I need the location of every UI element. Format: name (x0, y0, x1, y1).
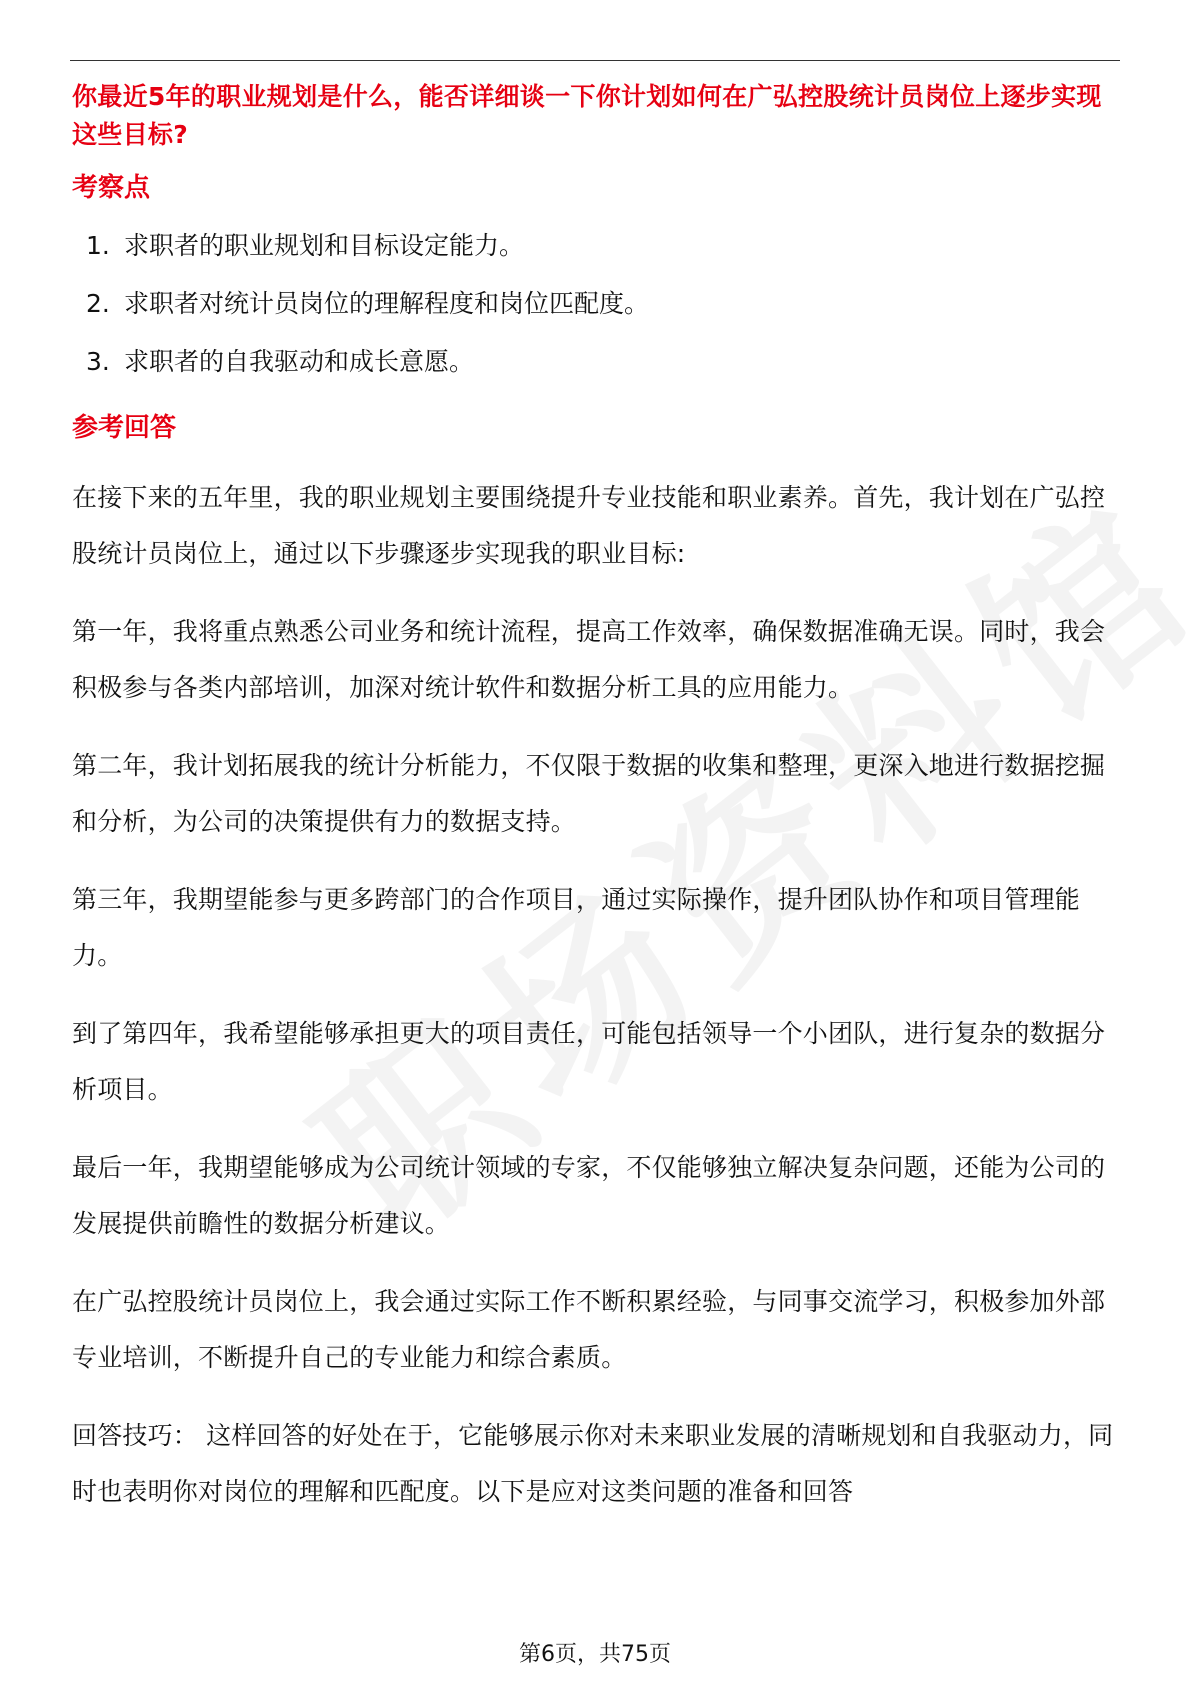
answer-paragraph: 第二年，我计划拓展我的统计分析能力，不仅限于数据的收集和整理，更深入地进行数据挖掘和分析，为公司的决策提供有力的数据支持。 (72, 751, 1106, 836)
assessment-points-list (72, 228, 1120, 380)
answer-paragraph: 最后一年，我期望能够成为公司统计领域的专家，不仅能够独立解决复杂问题，还能为公司的发展提供前瞻性的数据分析建议。 (72, 1153, 1106, 1238)
document-body (72, 78, 1120, 1520)
list-item: 2. 求职者对统计员岗位的理解程度和岗位匹配度。 (86, 289, 650, 318)
section-title-cankao: 参考回答 (72, 413, 177, 443)
header-rule (70, 60, 1120, 61)
page-number: 第6页，共75页 (519, 1642, 671, 1667)
list-item: 3. 求职者的自我驱动和成长意愿。 (86, 347, 475, 376)
answer-tips-paragraph: 回答技巧： 这样回答的好处在于，它能够展示你对未来职业发展的清晰规划和自我驱动力，同时也表明你对岗位的理解和匹配度。以下是应对这类问题的准备和回答 (72, 1421, 1114, 1506)
answer-paragraph: 到了第四年，我希望能够承担更大的项目责任，可能包括领导一个小团队，进行复杂的数据分析项目。 (72, 1019, 1106, 1104)
answer-paragraph: 第一年，我将重点熟悉公司业务和统计流程，提高工作效率，确保数据准确无误。同时，我会积极参与各类内部培训，加深对统计软件和数据分析工具的应用能力。 (72, 617, 1106, 702)
list-item: 1. 求职者的职业规划和目标设定能力。 (86, 231, 525, 260)
answer-paragraph: 第三年，我期望能参与更多跨部门的合作项目，通过实际操作，提升团队协作和项目管理能力。 (72, 885, 1081, 970)
answer-body (72, 470, 1120, 1520)
answer-paragraph: 在接下来的五年里，我的职业规划主要围绕提升专业技能和职业素养。首先，我计划在广弘控股统计员岗位上，通过以下步骤逐步实现我的职业目标: (72, 483, 1106, 568)
answer-paragraph: 在广弘控股统计员岗位上，我会通过实际工作不断积累经验，与同事交流学习，积极参加外部专业培训，不断提升自己的专业能力和综合素质。 (72, 1287, 1106, 1372)
question-heading: 你最近5年的职业规划是什么，能否详细谈一下你计划如何在广弘控股统计员岗位上逐步实现这些目标? (72, 82, 1102, 149)
section-title-kaochadian: 考察点 (72, 173, 151, 203)
